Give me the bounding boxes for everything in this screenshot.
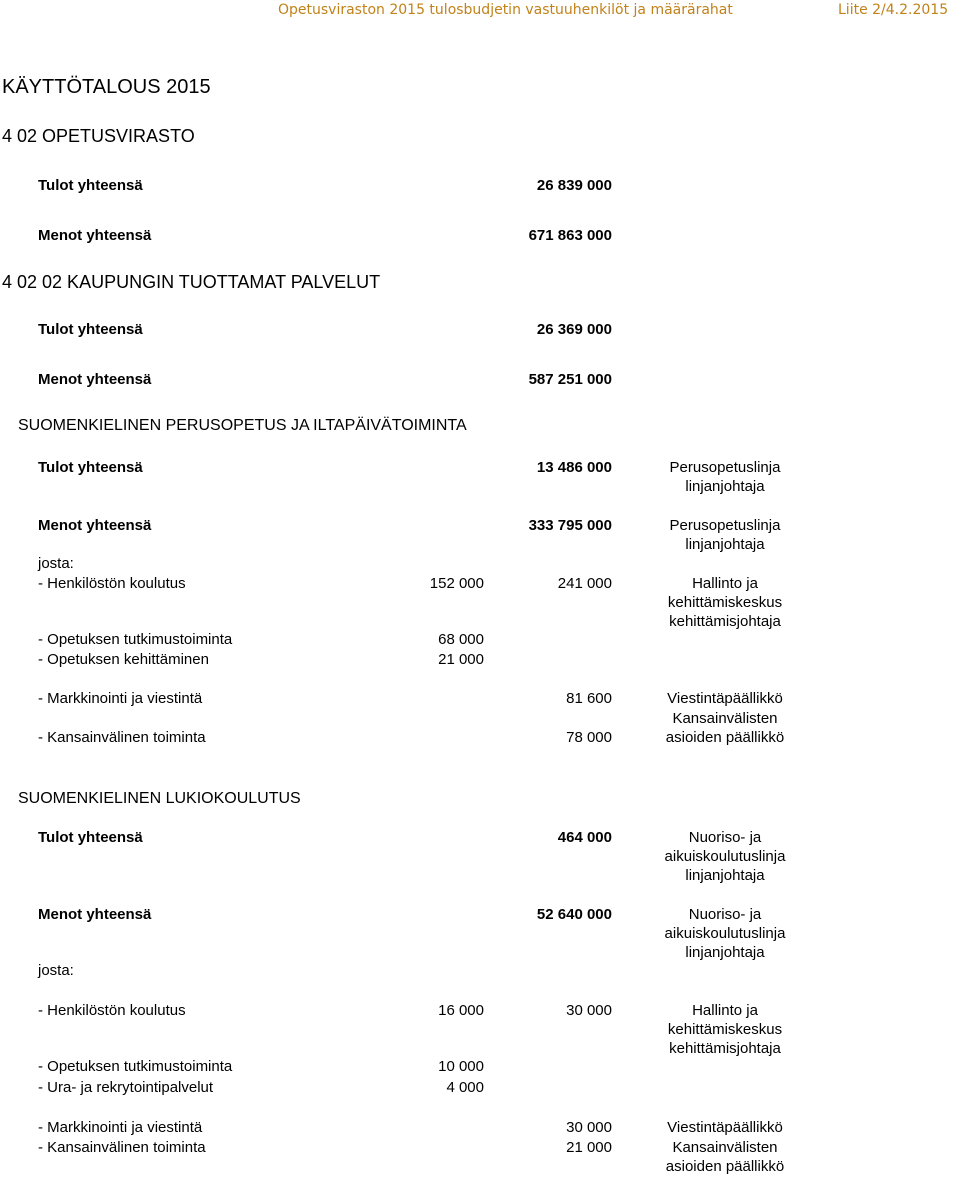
- resp-line: linjanjohtaja: [685, 944, 765, 961]
- row-total-value: 81 600: [566, 690, 612, 707]
- resp-line: asioiden päällikkö: [665, 1158, 785, 1175]
- row-label: - Kansainvälinen toiminta: [38, 729, 206, 746]
- row-sub-value: 152 000: [429, 575, 484, 592]
- lukio-josta: josta:: [38, 962, 74, 979]
- row-responsible: Viestintäpäällikkö: [667, 1119, 783, 1136]
- row-label: - Opetuksen kehittäminen: [38, 651, 209, 668]
- row-label: - Opetuksen tutkimustoiminta: [38, 631, 233, 648]
- perusopetus-income-label: Tulot yhteensä: [38, 459, 143, 476]
- unit-income-value: 26 839 000: [536, 177, 612, 194]
- perusopetus-income-value: 13 486 000: [536, 459, 612, 476]
- resp-line: linjanjohtaja: [685, 867, 765, 884]
- perusopetus-income-responsible: [630, 458, 820, 496]
- unit-expense-value: 671 863 000: [528, 227, 612, 244]
- lukio-expense-label: Menot yhteensä: [38, 906, 152, 923]
- row-responsible: [630, 1001, 820, 1058]
- resp-line: Perusopetuslinja: [669, 459, 781, 476]
- row-total-value: 30 000: [566, 1119, 612, 1136]
- subunit-income-value: 26 369 000: [536, 321, 612, 338]
- row-total-value: 30 000: [566, 1002, 612, 1019]
- perusopetus-expense-label: Menot yhteensä: [38, 517, 152, 534]
- resp-line: kehittämisjohtaja: [669, 1040, 781, 1057]
- row-label: - Markkinointi ja viestintä: [38, 1119, 203, 1136]
- resp-line: Perusopetuslinja: [669, 517, 781, 534]
- perusopetus-expense-responsible: [630, 516, 820, 554]
- perusopetus-expense-value: 333 795 000: [528, 517, 612, 534]
- unit-heading: 4 02 OPETUSVIRASTO: [2, 126, 195, 146]
- row-total-value: 78 000: [566, 729, 612, 746]
- perusopetus-josta: josta:: [38, 555, 74, 572]
- resp-line: kehittämiskeskus: [667, 594, 783, 611]
- resp-line: Kansainvälisten: [672, 710, 778, 727]
- resp-line: Hallinto ja: [692, 575, 758, 592]
- resp-line: aikuiskoulutuslinja: [664, 925, 786, 942]
- resp-line: linjanjohtaja: [685, 478, 765, 495]
- lukio-income-label: Tulot yhteensä: [38, 829, 143, 846]
- row-label: - Opetuksen tutkimustoiminta: [38, 1058, 233, 1075]
- perusopetus-heading: SUOMENKIELINEN PERUSOPETUS JA ILTAPÄIVÄTOIMINTA: [18, 417, 467, 434]
- row-label: - Kansainvälinen toiminta: [38, 1139, 206, 1156]
- subunit-expense-label: Menot yhteensä: [38, 371, 152, 388]
- row-sub-value: 16 000: [438, 1002, 484, 1019]
- row-label: - Henkilöstön koulutus: [38, 1002, 186, 1019]
- resp-line: aikuiskoulutuslinja: [664, 848, 786, 865]
- resp-line: Nuoriso- ja: [688, 829, 762, 846]
- row-sub-value: 21 000: [438, 651, 484, 668]
- unit-income-label: Tulot yhteensä: [38, 177, 143, 194]
- row-sub-value: 10 000: [438, 1058, 484, 1075]
- lukio-heading: SUOMENKIELINEN LUKIOKOULUTUS: [18, 790, 301, 807]
- row-responsible: Viestintäpäällikkö: [667, 690, 783, 707]
- row-label: - Henkilöstön koulutus: [38, 575, 186, 592]
- row-responsible: [630, 574, 820, 631]
- resp-line: linjanjohtaja: [685, 536, 765, 553]
- resp-line: Hallinto ja: [692, 1002, 758, 1019]
- unit-expense-label: Menot yhteensä: [38, 227, 152, 244]
- subunit-expense-value: 587 251 000: [528, 371, 612, 388]
- doc-title: KÄYTTÖTALOUS 2015: [2, 76, 211, 98]
- row-responsible: [630, 709, 820, 747]
- lukio-expense-value: 52 640 000: [536, 906, 612, 923]
- row-responsible: [630, 1138, 820, 1176]
- row-sub-value: 68 000: [438, 631, 484, 648]
- lukio-income-responsible: [630, 828, 820, 885]
- header-title: Opetusviraston 2015 tulosbudjetin vastuuhenkilöt ja määrärahat: [278, 2, 733, 18]
- row-label: - Ura- ja rekrytointipalvelut: [38, 1079, 214, 1096]
- row-total-value: 21 000: [566, 1139, 612, 1156]
- row-total-value: 241 000: [557, 575, 612, 592]
- resp-line: kehittämiskeskus: [667, 1021, 783, 1038]
- subunit-heading: 4 02 02 KAUPUNGIN TUOTTAMAT PALVELUT: [2, 272, 381, 292]
- subunit-income-label: Tulot yhteensä: [38, 321, 143, 338]
- lukio-income-value: 464 000: [557, 829, 612, 846]
- resp-line: Nuoriso- ja: [688, 906, 762, 923]
- resp-line: Kansainvälisten: [672, 1139, 778, 1156]
- resp-line: asioiden päällikkö: [665, 729, 785, 746]
- resp-line: kehittämisjohtaja: [669, 613, 781, 630]
- row-label: - Markkinointi ja viestintä: [38, 690, 203, 707]
- row-sub-value: 4 000: [446, 1079, 484, 1096]
- lukio-expense-responsible: [630, 905, 820, 962]
- header-attachment: Liite 2/4.2.2015: [838, 2, 949, 18]
